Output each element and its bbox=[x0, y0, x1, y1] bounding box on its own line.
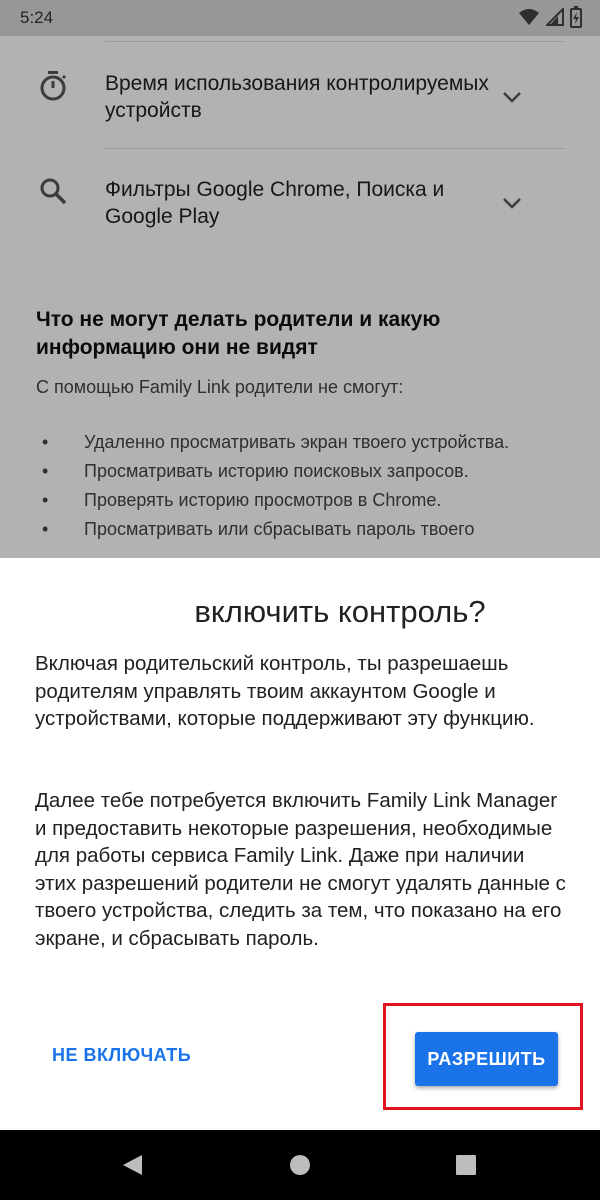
feature-label: Время использования контролируемых устройств bbox=[105, 72, 489, 122]
feature-label: Фильтры Google Chrome, Поиска и Google Play bbox=[105, 178, 445, 228]
list-item: • Проверять историю просмотров в Chrome. bbox=[36, 486, 566, 515]
dialog-paragraph: Включая родительский контроль, ты разрешаешь родителям управлять твоим аккаунтом Google и устройствами, которые поддерживают эту функцию. bbox=[35, 652, 535, 730]
enable-control-dialog bbox=[0, 558, 600, 1130]
back-icon[interactable] bbox=[120, 1152, 146, 1178]
list-item: • Удаленно просматривать экран твоего устройства. bbox=[36, 428, 566, 457]
allow-button[interactable]: РАЗРЕШИТЬ bbox=[415, 1032, 558, 1086]
list-item: • Просматривать или сбрасывать пароль твоего bbox=[36, 515, 566, 544]
restrictions-heading: Что не могут делать родители и какую информацию они не видят bbox=[36, 308, 441, 359]
status-time: 5:24 bbox=[20, 8, 54, 27]
dialog-scrim[interactable] bbox=[0, 0, 600, 558]
cancel-button[interactable]: НЕ ВКЛЮЧАТЬ bbox=[52, 1045, 192, 1065]
dialog-paragraph: Далее тебе потребуется включить Family Link Manager и предоставить некоторые разрешения, необходимые для работы сервиса Family Link. Даже при наличии этих разрешений родители не смогут удалять данные с твоего устройства, следить за тем, что показано на его экране, и сбрасывать пароль. bbox=[35, 789, 566, 950]
dialog-title: включить контроль? bbox=[194, 594, 486, 629]
list-item: • Просматривать историю поисковых запросов. bbox=[36, 457, 566, 486]
recents-icon[interactable] bbox=[454, 1152, 478, 1178]
navigation-bar bbox=[0, 1130, 600, 1200]
restrictions-intro: С помощью Family Link родители не смогут: bbox=[36, 377, 404, 397]
home-icon[interactable] bbox=[288, 1152, 312, 1178]
